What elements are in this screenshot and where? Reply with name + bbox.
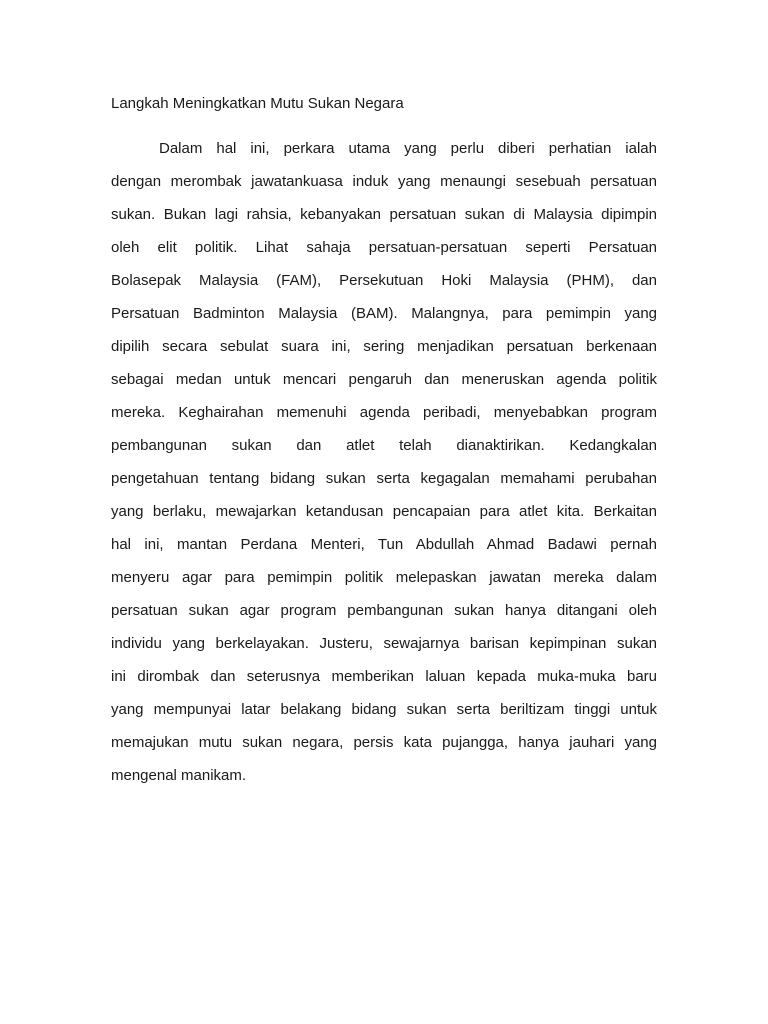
paragraph-line: mereka. Keghairahan memenuhi agenda peribadi, menyebabkan program xyxy=(111,404,657,421)
paragraph-line: yang mempunyai latar belakang bidang sukan serta beriltizam tinggi untuk xyxy=(111,701,657,718)
paragraph-line: dipilih secara sebulat suara ini, sering menjadikan persatuan berkenaan xyxy=(111,338,657,355)
paragraph-line: yang berlaku, mewajarkan ketandusan pencapaian para atlet kita. Berkaitan xyxy=(111,503,657,520)
paragraph-line: Persatuan Badminton Malaysia (BAM). Malangnya, para pemimpin yang xyxy=(111,305,657,322)
paragraph-line: oleh elit politik. Lihat sahaja persatuan-persatuan seperti Persatuan xyxy=(111,239,657,256)
paragraph-line: pengetahuan tentang bidang sukan serta kegagalan memahami perubahan xyxy=(111,470,657,487)
paragraph-line: hal ini, mantan Perdana Menteri, Tun Abdullah Ahmad Badawi pernah xyxy=(111,536,657,553)
paragraph-line: Bolasepak Malaysia (FAM), Persekutuan Hoki Malaysia (PHM), dan xyxy=(111,272,657,289)
document-title: Langkah Meningkatkan Mutu Sukan Negara xyxy=(111,95,404,112)
paragraph-line: sukan. Bukan lagi rahsia, kebanyakan persatuan sukan di Malaysia dipimpin xyxy=(111,206,657,223)
paragraph-line: individu yang berkelayakan. Justeru, sewajarnya barisan kepimpinan sukan xyxy=(111,635,657,652)
paragraph-line: persatuan sukan agar program pembangunan sukan hanya ditangani oleh xyxy=(111,602,657,619)
paragraph-line: menyeru agar para pemimpin politik melepaskan jawatan mereka dalam xyxy=(111,569,657,586)
paragraph-line: sebagai medan untuk mencari pengaruh dan meneruskan agenda politik xyxy=(111,371,657,388)
paragraph-line: dengan merombak jawatankuasa induk yang menaungi sesebuah persatuan xyxy=(111,173,657,190)
paragraph-line: mengenal manikam. xyxy=(111,767,247,784)
paragraph-line: ini dirombak dan seterusnya memberikan laluan kepada muka-muka baru xyxy=(111,668,657,685)
paragraph-line: memajukan mutu sukan negara, persis kata pujangga, hanya jauhari yang xyxy=(111,734,657,751)
paragraph-line: pembangunan sukan dan atlet telah dianaktirikan. Kedangkalan xyxy=(111,437,657,454)
paragraph-line: Dalam hal ini, perkara utama yang perlu diberi perhatian ialah xyxy=(159,140,657,157)
